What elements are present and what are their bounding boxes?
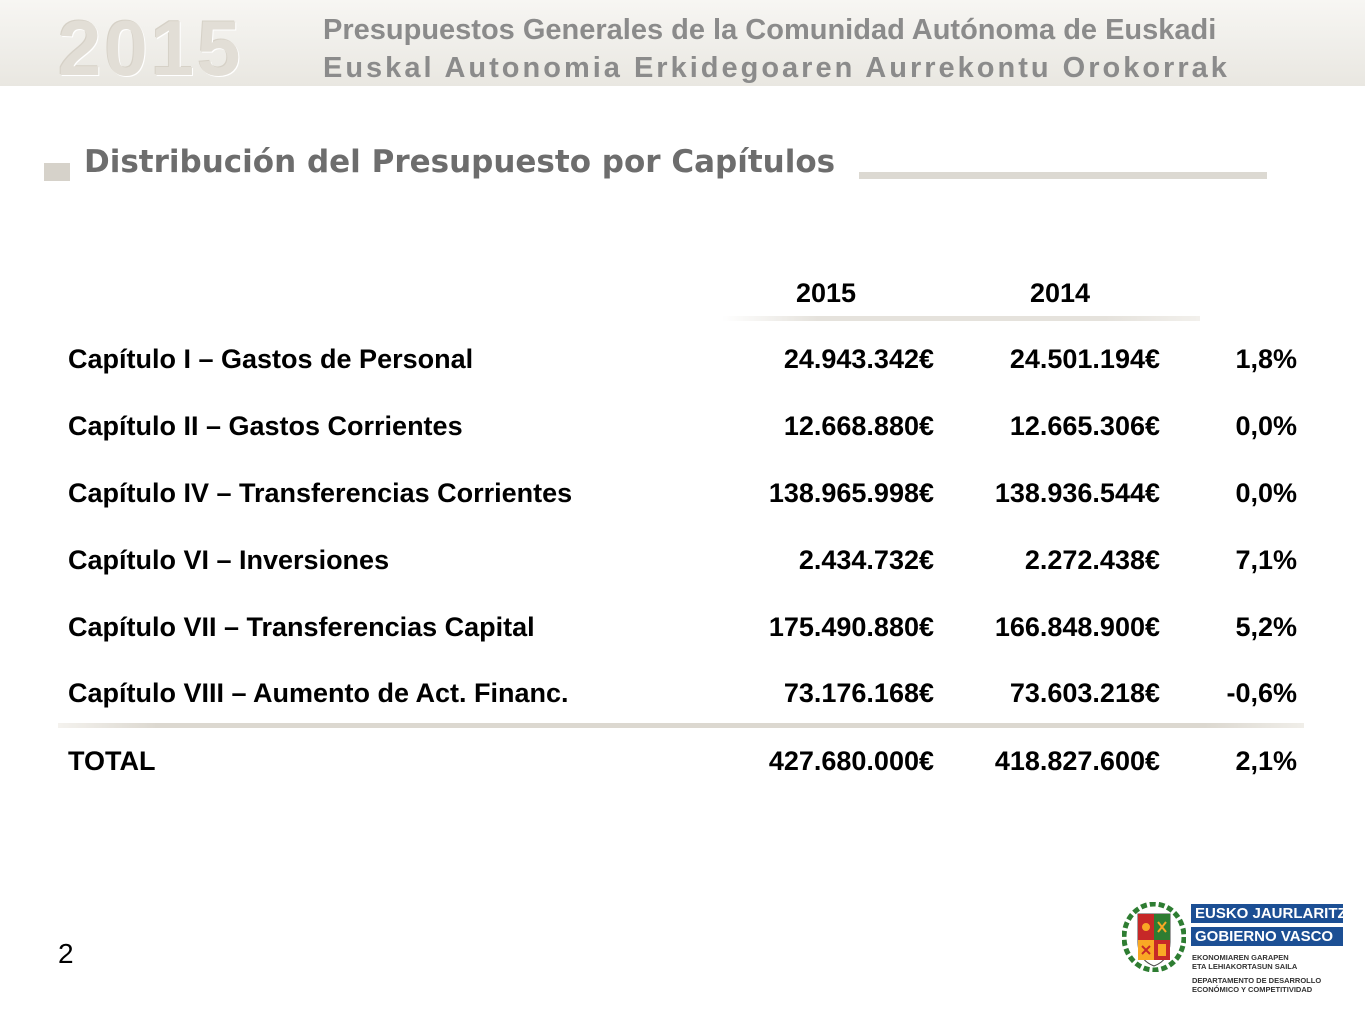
table-row [0,340,1365,380]
value-2015: 175.490.880€ [768,612,934,642]
row-label: Capítulo VIII – Aumento de Act. Financ. [68,678,569,708]
total-row [0,742,1365,782]
variation-percent: 5,2% [1235,612,1297,642]
total-label: TOTAL [68,746,156,776]
logo-dept-spanish-2: ECONÓMICO Y COMPETITIVIDAD [1192,985,1313,994]
value-2014: 166.848.900€ [994,612,1160,642]
row-label: Capítulo VI – Inversiones [68,545,390,575]
page-number: 2 [58,938,74,969]
table-row [0,608,1365,648]
value-2015: 2.434.732€ [798,545,934,575]
value-2014: 12.665.306€ [1009,411,1160,441]
total-2014: 418.827.600€ [994,746,1160,776]
total-2015: 427.680.000€ [768,746,934,776]
header-title-spanish: Presupuestos Generales de la Comunidad Autónoma de Euskadi [323,14,1217,46]
section-title-rule [859,172,1267,179]
logo-gobierno-vasco: GOBIERNO VASCO [1191,927,1343,946]
year-watermark: 2015 [58,4,244,92]
section-title: Distribución del Presupuesto por Capítulos [84,144,836,180]
value-2015: 24.943.342€ [783,344,934,374]
variation-percent: 0,0% [1235,411,1297,441]
value-2014: 73.603.218€ [1009,678,1160,708]
gobierno-vasco-logo [1120,898,1358,1002]
logo-dept-spanish-1: DEPARTAMENTO DE DESARROLLO [1192,976,1322,985]
column-header-2014: 2014 [1029,278,1091,308]
logo-dept-basque-1: EKONOMIAREN GARAPEN [1192,953,1289,962]
variation-percent: 7,1% [1235,545,1297,575]
value-2015: 12.668.880€ [783,411,934,441]
value-2014: 24.501.194€ [1009,344,1160,374]
value-2014: 138.936.544€ [994,478,1160,508]
variation-percent: 0,0% [1235,478,1297,508]
variation-percent: -0,6% [1226,678,1297,708]
column-header-underline [722,316,1200,321]
table-row [0,674,1365,714]
logo-dept-basque-2: ETA LEHIAKORTASUN SAILA [1192,962,1298,971]
coat-of-arms-icon [1122,902,1186,972]
row-label: Capítulo IV – Transferencias Corrientes [68,478,573,508]
column-header-2015: 2015 [795,278,857,308]
row-label: Capítulo II – Gastos Corrientes [68,411,463,441]
logo-eusko-jaurlaritza: EUSKO JAURLARITZA [1191,904,1343,923]
variation-percent: 1,8% [1235,344,1297,374]
value-2015: 138.965.998€ [768,478,934,508]
row-label: Capítulo I – Gastos de Personal [68,344,474,374]
header-title-basque: Euskal Autonomia Erkidegoaren Aurrekontu Orokorrak [323,52,1230,84]
section-bullet-icon [44,163,70,181]
total-divider [58,723,1304,728]
value-2014: 2.272.438€ [1024,545,1160,575]
table-row [0,474,1365,514]
table-row [0,541,1365,581]
value-2015: 73.176.168€ [783,678,934,708]
total-variation-percent: 2,1% [1235,746,1297,776]
table-row [0,407,1365,447]
row-label: Capítulo VII – Transferencias Capital [68,612,535,642]
